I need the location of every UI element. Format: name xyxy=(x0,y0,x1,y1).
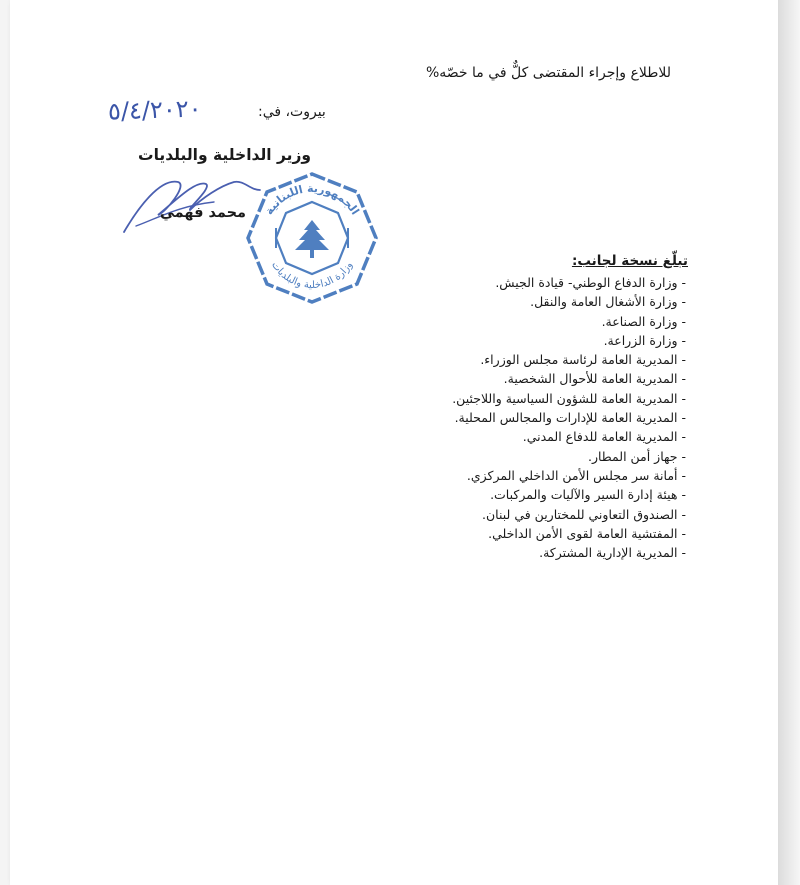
handwritten-date: ٥/٤/٢٠٢٠ xyxy=(107,94,202,126)
list-item: - وزارة الدفاع الوطني- قيادة الجيش. xyxy=(452,273,686,292)
distribution-line: للاطلاع وإجراء المقتضى كلٌّ في ما خصّه% xyxy=(425,65,671,81)
list-item: - وزارة الزراعة. xyxy=(452,331,686,350)
cedar-icon xyxy=(295,220,329,258)
list-item: - أمانة سر مجلس الأمن الداخلي المركزي. xyxy=(452,466,686,485)
list-item: - هيئة إدارة السير والآليات والمركبات. xyxy=(452,485,686,504)
svg-text:وزارة الداخلية والبلديات xyxy=(269,260,355,291)
list-item: - المفتشية العامة لقوى الأمن الداخلي. xyxy=(452,524,686,543)
seal-text-bottom: وزارة الداخلية والبلديات xyxy=(268,259,355,292)
document-page xyxy=(10,0,778,885)
list-item: - وزارة الأشغال العامة والنقل. xyxy=(452,292,686,311)
place-date-label: بيروت، في: xyxy=(258,104,326,120)
list-item: - وزارة الصناعة. xyxy=(452,312,686,331)
list-item: - المديرية العامة للدفاع المدني. xyxy=(452,427,686,446)
list-item: - المديرية العامة للإدارات والمجالس المحلية. xyxy=(452,408,686,427)
signature xyxy=(118,160,268,240)
list-item: - المديرية الإدارية المشتركة. xyxy=(452,543,686,562)
minister-title: وزير الداخلية والبلديات xyxy=(138,146,312,164)
list-item: - الصندوق التعاوني للمختارين في لبنان. xyxy=(452,505,686,524)
cc-list xyxy=(452,273,686,562)
list-item: - المديرية العامة لرئاسة مجلس الوزراء. xyxy=(452,350,686,369)
minister-name: محمد فهمي xyxy=(160,205,247,221)
cc-heading: تبلّغ نسخة لجانب: xyxy=(571,253,688,269)
list-item: - المديرية العامة للأحوال الشخصية. xyxy=(452,369,686,388)
list-item: - المديرية العامة للشؤون السياسية واللاجئين. xyxy=(452,389,686,408)
list-item: - جهاز أمن المطار. xyxy=(452,447,686,466)
seal-text-top: الجمهورية اللبنانية xyxy=(262,181,362,218)
page-edge xyxy=(778,0,800,885)
